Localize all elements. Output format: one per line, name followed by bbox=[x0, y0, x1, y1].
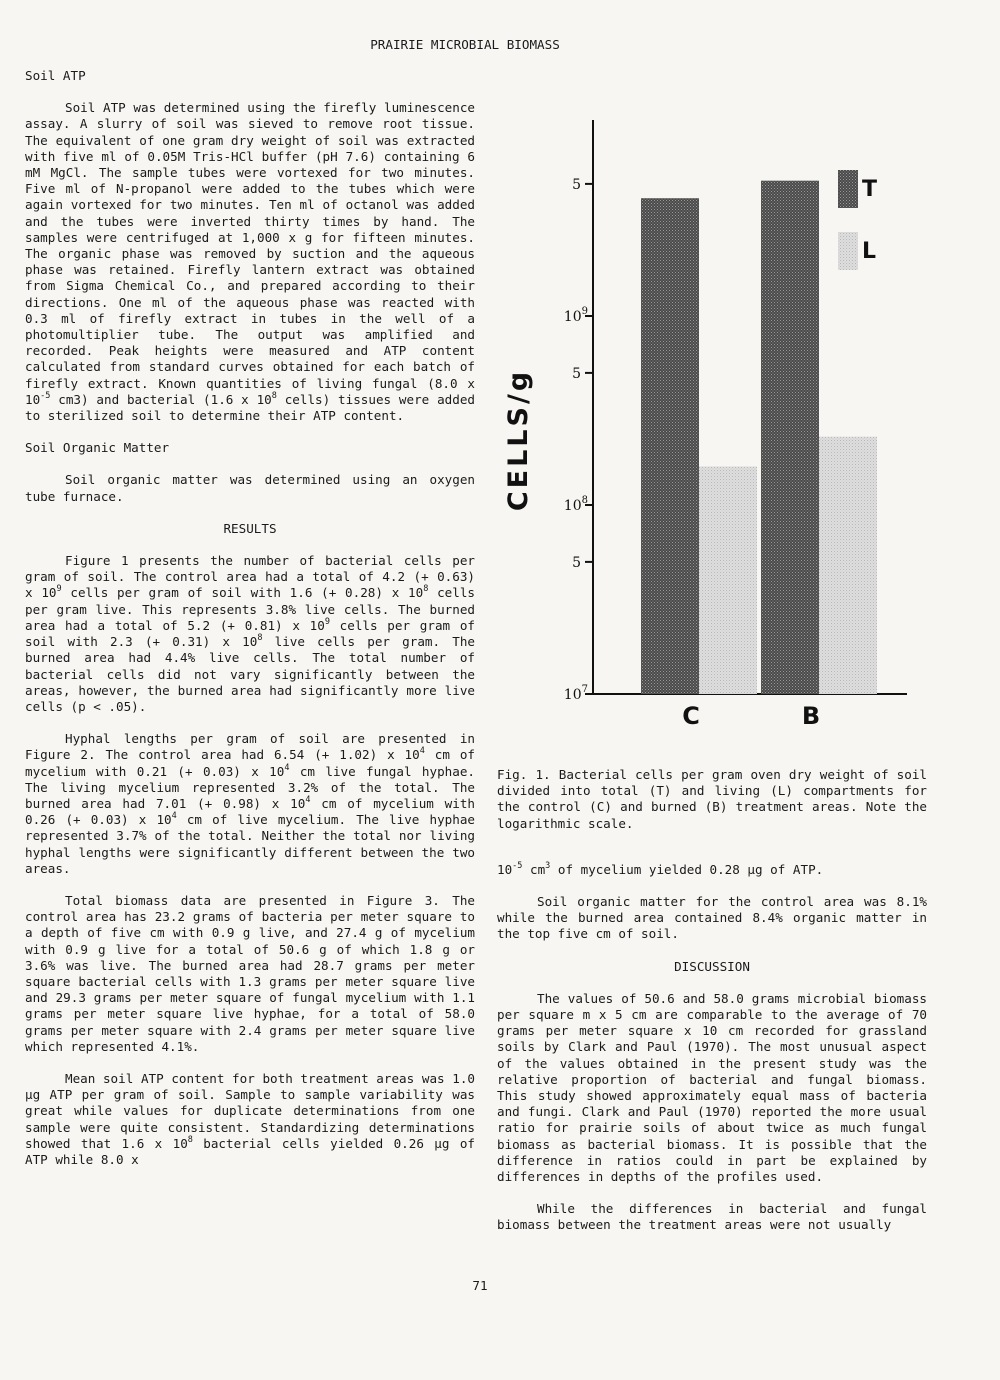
continued-sentence: $10^{-5}$ $cm^3$ of mycelium yielded 0.28 μg of ATP. bbox=[497, 860, 824, 877]
bar-T-C bbox=[641, 198, 699, 694]
bar-T-B bbox=[761, 181, 819, 694]
results-paragraph-atp: Mean soil ATP content for both treatment areas was 1.0 μg ATP per gram of soil. Sample to sample variability was great while values for duplicate determinations from one sample were quite consistent. Standardizing determinations showed that 1.6 x $10^8$ bacterial cells yielded 0.26 μg of ATP while 8.0 x bbox=[25, 1070, 475, 1167]
y-tick-label: 5 bbox=[572, 554, 581, 571]
soil-atp-heading: Soil ATP bbox=[25, 68, 86, 83]
y-tick-label: 5 bbox=[572, 365, 581, 382]
discussion-paragraph-2: While the differences in bacterial and fungal biomass between the treatment areas were not usually bbox=[497, 1201, 927, 1233]
x-tick-label-C: C bbox=[682, 702, 700, 730]
right-column bbox=[497, 767, 927, 1250]
x-tick-label-B: B bbox=[801, 702, 821, 730]
soil-organic-matter-heading: Soil Organic Matter bbox=[25, 440, 170, 456]
results-heading: RESULTS bbox=[223, 520, 277, 536]
results-paragraph-biomass: Total biomass data are presented in Figure 3. The control area has 23.2 grams of bacteria per meter square to a depth of five cm with 0.9 g live, and 27.4 g of mycelium with 0.9 g live for a total of 50.6 g of which 1.8 g or 3.6% was live. The burned area had 28.7 grams per meter square bacterial cells with 1.3 grams per meter square live and 29.3 grams per meter square of fungal mycelium with 1.1 grams per meter square live hyphae, for a total of 58.0 grams per meter square with 2.4 grams per meter square live which represented 4.1%. bbox=[25, 892, 475, 1054]
figure-1-bar-chart bbox=[495, 110, 925, 730]
discussion-heading: DISCUSSION bbox=[674, 958, 750, 974]
soil-atp-paragraph: Soil ATP was determined using the firefly luminescence assay. A slurry of soil was sieved to remove root tissue. The equivalent of one gram dry weight of soil was extracted with five ml of 0.05M Tris-HCl buffer (pH 7.6) containing 6 mM MgCl. The sample tubes were vortexed for two minutes. Five ml of N-propanol were added to the tubes which were again vortexed for two minutes. Ten ml of octanol was added and the tubes were inverted thirty times by hand. The samples were centrifuged at 1,000 x g for fifteen minutes. The organic phase was removed by suction and the aqueous phase was retained. Firefly lantern extract was obtained from Sigma Chemical Co., and prepared according to their directions. One ml of the aqueous phase was reacted with 0.3 ml of firefly extract in tubes in the well of a photomultiplier tube. The output was amplified and recorded. Peak heights were measured and ATP content calculated from standard curves obtained for each batch of firefly extract. Known quantities of living fungal (8.0 x $10^{-5}$ cm3) and bacterial (1.6 x $10^8$ cells) tissues were added to sterilized soil to determine their ATP content. bbox=[25, 100, 475, 424]
results-paragraph-hyphae: Hyphal lengths per gram of soil are presented in Figure 2. The control area had 6.54 (+ 1.02) x $10^4$ cm of mycelium with 0.21 (+ 0.03) x $10^4$ cm live fungal hyphae. The living mycelium represented 3.2% of the total. The burned area had 7.01 (+ 0.98) x $10^4$ cm of mycelium with 0.26 (+ 0.03) x $10^4$ cm of live mycelium. The live hyphae represented 3.7% of the total. Neither the total nor living hyphal lengths were significantly different between the two areas. bbox=[25, 731, 475, 876]
page-number: 71 bbox=[472, 1278, 488, 1293]
left-column bbox=[25, 68, 475, 1184]
legend-swatch-L bbox=[838, 232, 858, 270]
y-tick-label: $10^9$ bbox=[563, 306, 588, 325]
results-paragraph-bacteria: Figure 1 presents the number of bacterial cells per gram of soil. The control area had a total of 4.2 (+ 0.63) x $10^9$ cells per gram of soil with 1.6 (+ 0.28) x $10^8$ cells per gram live. This represents 3.8% live cells. The burned area had a total of 5.2 (+ 0.81) x $10^9$ cells per gram of soil with 2.3 (+ 0.31) x $10^8$ live cells per gram. The burned area had 4.4% live cells. The total number of bacterial cells did not vary significantly between the areas, however, the burned area had significantly more live cells (p < .05). bbox=[25, 553, 476, 714]
legend-swatch-T bbox=[838, 170, 858, 208]
y-tick-label: $10^8$ bbox=[563, 495, 588, 514]
discussion-paragraph-1: The values of 50.6 and 58.0 grams microbial biomass per square m x 5 cm are comparable to the average of 70 grams per meter square x 10 cm recorded for grassland soils by Clark and Paul (1970). The most unusual aspect of the values obtained in the present study was the relative proportion of bacterial and fungal biomass. This study showed approximately equal mass of bacteria and fungi. Clark and Paul (1970) reported the more usual ratio for prairie soils of about twice as much fungal biomass as bacterial biomass. It is possible that the difference in ratios could in part be explained by differences in depths of the profiles used. bbox=[497, 990, 927, 1185]
legend-label-T: T bbox=[862, 177, 878, 202]
figure-1-caption: Fig. 1. Bacterial cells per gram oven dry weight of soil divided into total (T) and living (L) compartments for the control (C) and burned (B) treatment areas. Note the logarithmic scale. bbox=[497, 767, 927, 831]
y-axis-label: CELLS/g bbox=[503, 368, 534, 512]
y-tick-label: 5 bbox=[572, 176, 581, 193]
organic-matter-result: Soil organic matter for the control area was 8.1% while the burned area contained 8.4% organic matter in the top five cm of soil. bbox=[497, 894, 927, 942]
y-tick-label: $10^7$ bbox=[563, 684, 588, 703]
bar-L-C bbox=[699, 466, 757, 694]
legend-label-L: L bbox=[862, 239, 877, 264]
running-title: PRAIRIE MICROBIAL BIOMASS bbox=[370, 37, 560, 52]
soil-organic-matter-paragraph: Soil organic matter was determined using an oxygen tube furnace. bbox=[25, 472, 475, 504]
bar-L-B bbox=[819, 437, 877, 694]
